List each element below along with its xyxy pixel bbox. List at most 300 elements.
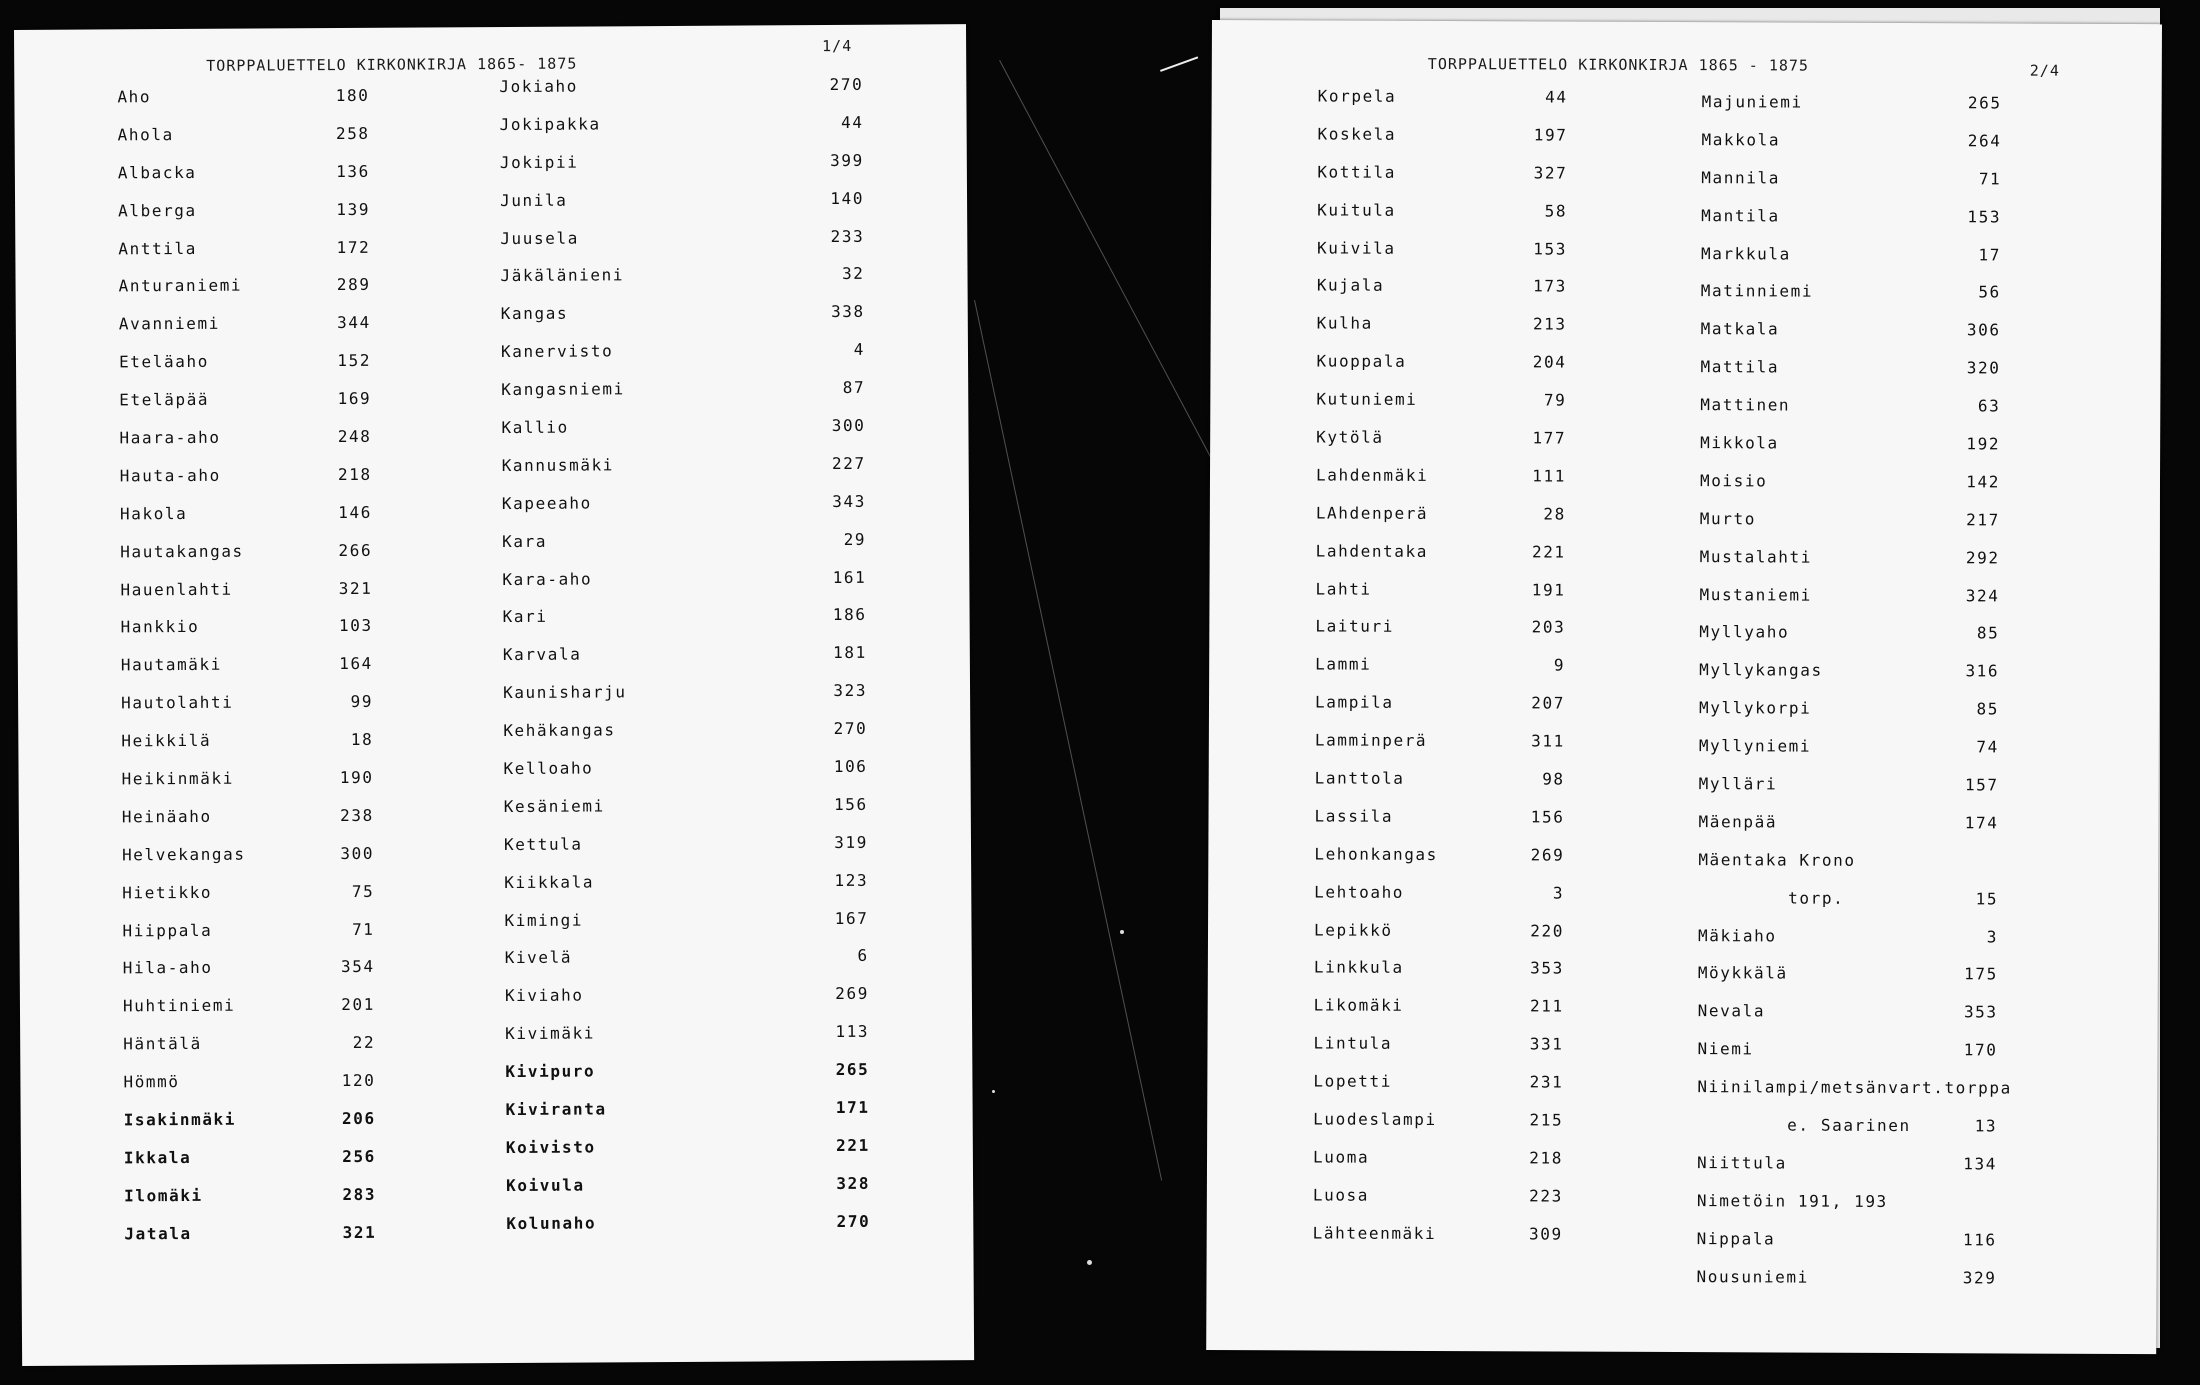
entry-number: 323 — [833, 681, 868, 701]
entry-number: 136 — [336, 161, 370, 181]
entry-name: Myllyniemi — [1698, 736, 1812, 756]
list-item — [500, 113, 870, 153]
entry-name: Kutuniemi — [1316, 389, 1418, 410]
entry-name: Makkola — [1701, 130, 1781, 150]
list-item — [1318, 86, 1578, 125]
entry-number: 300 — [831, 415, 866, 436]
entry-number: 269 — [1530, 845, 1565, 865]
entry-name: Niittula — [1696, 1153, 1787, 1173]
entry-number: 58 — [1544, 201, 1568, 221]
list-item — [504, 833, 874, 873]
list-item — [120, 540, 380, 579]
entry-number: 300 — [340, 843, 375, 863]
entry-name: Ilomäki — [124, 1185, 203, 1206]
entry-name: Lampila — [1314, 692, 1394, 713]
entry-number: 9 — [1553, 655, 1566, 675]
entry-name: Heinäaho — [121, 806, 212, 827]
entry-number: 18 — [350, 729, 374, 750]
entry-name: Kanervisto — [500, 341, 614, 362]
entry-number: 213 — [1532, 314, 1567, 334]
entry-number: 146 — [338, 502, 373, 522]
entry-name: Myllykangas — [1699, 660, 1823, 681]
list-item — [1700, 395, 2120, 435]
list-item — [1317, 314, 1577, 353]
list-item — [1316, 352, 1576, 391]
entry-name: Kiviranta — [505, 1099, 607, 1120]
film-speck — [992, 1090, 995, 1093]
entry-name: Anttila — [118, 238, 198, 258]
entry-name: Helvekangas — [121, 844, 246, 865]
list-item — [506, 1211, 876, 1251]
entry-number: 71 — [1978, 169, 2002, 189]
list-item — [503, 757, 873, 797]
entry-name: Anturaniemi — [118, 276, 243, 296]
entry-name: Matinniemi — [1700, 281, 1814, 302]
entry-number: 161 — [832, 567, 867, 587]
entry-number: 28 — [1543, 504, 1566, 524]
entry-name: Nousuniemi — [1696, 1266, 1809, 1287]
list-item — [1702, 92, 2122, 132]
list-item — [1700, 547, 2120, 587]
entry-number: 174 — [1964, 813, 1999, 833]
entry-number: 319 — [834, 832, 869, 852]
list-item — [120, 578, 380, 617]
entry-number: 157 — [1964, 775, 1999, 795]
entry-number: 204 — [1532, 352, 1567, 372]
entry-number: 218 — [337, 464, 372, 484]
entry-number: 99 — [350, 692, 374, 712]
entry-name: Kiviaho — [504, 985, 584, 1006]
list-item — [502, 529, 872, 569]
entry-number: 321 — [342, 1222, 377, 1242]
entry-number: 203 — [1531, 617, 1566, 638]
entry-number: 227 — [831, 453, 866, 473]
list-item — [1698, 1002, 2118, 1042]
entry-name: Mäentaka Krono — [1698, 849, 1856, 870]
entry-name: Lammi — [1315, 654, 1372, 675]
list-item — [124, 1147, 384, 1186]
entry-number: 344 — [337, 313, 371, 333]
page-header: TORPPALUETTELO KIRKONKIRJA 1865 - 1875 — [1427, 54, 1810, 75]
list-item — [503, 719, 873, 759]
list-item — [1313, 1223, 1573, 1262]
entry-name: Jatala — [124, 1223, 192, 1244]
entry-number: 329 — [1962, 1267, 1997, 1288]
list-item — [122, 768, 382, 807]
entry-number: 207 — [1531, 693, 1566, 713]
list-item — [1698, 812, 2118, 852]
entry-number: 220 — [1530, 920, 1565, 941]
list-item — [1313, 1185, 1573, 1224]
page-number: 2/4 — [2029, 61, 2060, 80]
entry-name: Lahti — [1315, 579, 1372, 599]
list-item — [499, 75, 869, 115]
list-item — [1315, 731, 1575, 770]
list-item — [500, 151, 870, 191]
entry-name: e. Saarinen — [1787, 1115, 1911, 1136]
entry-name: Eteläaho — [118, 352, 209, 372]
entry-name: Junila — [499, 190, 568, 210]
entry-number: 32 — [841, 264, 865, 284]
entry-number: 156 — [833, 794, 868, 814]
list-item — [1701, 244, 2121, 284]
list-item — [502, 454, 872, 494]
entry-name: Jokiaho — [499, 76, 579, 97]
entry-number: 22 — [352, 1033, 376, 1053]
entry-name: Nippala — [1696, 1228, 1776, 1249]
list-item — [1315, 579, 1575, 618]
entry-name: Alberga — [118, 200, 197, 221]
list-item — [121, 616, 381, 655]
list-item — [505, 1060, 875, 1100]
list-item — [1314, 844, 1574, 883]
list-item — [1314, 996, 1574, 1035]
entry-name: Kivelä — [504, 948, 573, 968]
entry-name: Nimetöin 191, 193 — [1696, 1190, 1888, 1211]
list-item — [121, 654, 381, 693]
list-item — [1315, 655, 1575, 694]
entry-number: 142 — [1966, 472, 2001, 492]
list-item — [500, 226, 870, 266]
list-item — [1701, 130, 2121, 170]
entry-number: 44 — [1545, 87, 1568, 107]
entry-number: 180 — [335, 85, 370, 106]
list-item — [1699, 698, 2119, 738]
entry-number: 223 — [1529, 1186, 1563, 1206]
list-item — [1316, 465, 1576, 504]
entry-number: 139 — [336, 199, 371, 219]
entry-name: Hautolahti — [121, 692, 234, 713]
list-item — [1314, 920, 1574, 959]
entry-number: 190 — [339, 767, 374, 788]
entry-name: Mäkiaho — [1697, 925, 1777, 946]
entry-number: 283 — [342, 1184, 377, 1204]
entry-name: Markkula — [1700, 243, 1791, 264]
list-item — [119, 427, 379, 466]
list-item — [506, 1136, 876, 1176]
entry-number: 316 — [1965, 661, 2000, 681]
list-item — [1313, 1034, 1573, 1073]
entry-name: Laituri — [1315, 616, 1395, 637]
list-item — [122, 844, 382, 883]
entry-name: Hankkio — [120, 617, 200, 637]
entry-number: 353 — [1963, 1002, 1998, 1022]
entry-number: 192 — [1966, 434, 2001, 454]
list-item — [501, 378, 871, 418]
entry-number: 320 — [1966, 358, 2001, 378]
entry-number: 15 — [1975, 889, 1999, 909]
entry-name: Kiikkala — [504, 872, 595, 892]
entry-name: Heikkilä — [121, 730, 212, 751]
entry-name: Luoma — [1312, 1147, 1370, 1167]
entry-name: Lopetti — [1313, 1071, 1393, 1091]
entry-name: Kolunaho — [506, 1213, 597, 1233]
entry-name: Albacka — [117, 162, 197, 183]
entry-number: 153 — [1533, 238, 1568, 259]
list-item — [1315, 617, 1575, 656]
entry-number: 98 — [1542, 769, 1565, 789]
entry-name: Kuoppala — [1316, 351, 1407, 372]
entry-name: Mattinen — [1700, 395, 1791, 415]
entry-name: Myllykorpi — [1698, 698, 1812, 718]
list-item — [1315, 768, 1575, 807]
list-item — [500, 188, 870, 228]
entry-number: 289 — [336, 275, 371, 295]
entry-name: Kannusmäki — [501, 455, 615, 475]
entry-name: Hömmö — [123, 1072, 180, 1092]
entry-name: Kesäniemi — [503, 796, 605, 816]
page-number: 1/4 — [822, 36, 853, 56]
entry-name: Kulha — [1316, 313, 1373, 334]
entry-name: Lähteenmäki — [1312, 1223, 1437, 1243]
entry-number: 231 — [1529, 1072, 1564, 1092]
list-item — [1314, 806, 1574, 845]
list-item — [502, 567, 872, 607]
list-item — [1699, 774, 2119, 814]
list-item — [1316, 427, 1576, 466]
entry-name: Mäenpää — [1698, 812, 1778, 832]
list-item — [1701, 282, 2121, 322]
entry-name: LAhdenperä — [1315, 503, 1429, 523]
entry-number: 106 — [833, 756, 868, 777]
entry-number: 170 — [1963, 1040, 1998, 1060]
entry-number: 311 — [1531, 731, 1565, 751]
list-item — [124, 1109, 384, 1148]
list-item — [1317, 200, 1577, 239]
entry-number: 181 — [833, 643, 867, 663]
entry-name: Hiippala — [122, 920, 213, 940]
entry-number: 3 — [1986, 926, 1999, 947]
document-page-2 — [1206, 20, 2162, 1354]
list-item — [1697, 1077, 2117, 1117]
entry-name: Luodeslampi — [1313, 1109, 1437, 1130]
entry-name: Kallio — [501, 417, 569, 438]
entry-number: 3 — [1552, 883, 1565, 903]
entry-number: 186 — [832, 605, 867, 625]
entry-column-1 — [1313, 86, 1578, 1262]
entry-number: 134 — [1963, 1154, 1998, 1174]
entry-name: Mustaniemi — [1699, 584, 1812, 605]
document-page-1 — [14, 24, 974, 1366]
entry-name: Häntälä — [123, 1034, 202, 1054]
list-item — [1698, 964, 2118, 1004]
entry-name: Korpela — [1317, 86, 1397, 106]
list-item — [1700, 509, 2120, 549]
entry-number: 177 — [1532, 428, 1567, 448]
entry-number: 353 — [1530, 958, 1564, 979]
list-item — [1313, 1109, 1573, 1148]
entry-name: Hauenlahti — [120, 579, 233, 599]
entry-name: Heikinmäki — [121, 768, 234, 789]
list-item — [504, 795, 874, 835]
list-item — [1697, 1039, 2117, 1079]
entry-name: Majuniemi — [1701, 92, 1803, 112]
entry-number: 191 — [1531, 579, 1566, 600]
entry-name: Kuitula — [1317, 200, 1396, 220]
entry-number: 343 — [832, 491, 866, 511]
entry-name: Nevala — [1697, 1001, 1766, 1021]
entry-name: Hautamäki — [120, 655, 223, 675]
entry-number: 75 — [351, 881, 375, 901]
list-item — [1316, 541, 1576, 580]
entry-name: Hakola — [119, 503, 188, 524]
entry-name: Mantila — [1701, 205, 1780, 226]
film-scratch — [1160, 56, 1198, 72]
entry-name: Hietikko — [122, 882, 213, 903]
list-item — [1314, 882, 1574, 921]
entry-name: Mannila — [1701, 167, 1780, 188]
entry-number: 217 — [1966, 510, 2000, 530]
entry-name: Lanttola — [1314, 768, 1405, 788]
list-item — [502, 492, 872, 532]
entry-name: Matkala — [1700, 319, 1780, 339]
list-item — [119, 275, 379, 314]
list-item — [1317, 276, 1577, 315]
entry-name: Aho — [117, 87, 152, 107]
entry-number: 85 — [1976, 623, 2000, 643]
list-item — [1699, 623, 2119, 663]
entry-number: 270 — [836, 1211, 871, 1231]
entry-number: 171 — [835, 1097, 870, 1118]
entry-name: Kujala — [1316, 275, 1385, 296]
entry-name: Kettula — [503, 834, 583, 854]
list-item — [1315, 693, 1575, 732]
entry-number: 63 — [1977, 396, 2001, 416]
entry-name: Mustalahti — [1699, 546, 1813, 567]
entry-name: Likomäki — [1313, 995, 1404, 1016]
entry-number: 29 — [843, 529, 867, 549]
entry-name: Lehonkangas — [1314, 844, 1438, 864]
entry-name: Mattila — [1700, 357, 1780, 377]
entry-name: Juusela — [500, 228, 579, 248]
entry-number: 74 — [1976, 737, 1999, 757]
list-item — [123, 995, 383, 1034]
entry-number: 331 — [1529, 1034, 1564, 1054]
list-item — [501, 340, 871, 380]
list-item — [1697, 1153, 2117, 1193]
entry-number: 321 — [338, 578, 373, 598]
list-item — [1699, 660, 2119, 700]
entry-number: 116 — [1962, 1230, 1997, 1250]
entry-name: Hauta-aho — [119, 465, 221, 486]
list-item — [122, 806, 382, 845]
entry-number: 292 — [1965, 547, 2000, 568]
entry-name: Lahdentaka — [1315, 541, 1429, 561]
list-item — [503, 643, 873, 683]
list-item — [1701, 319, 2121, 359]
list-item — [1701, 168, 2121, 208]
entry-name: Kapeeaho — [501, 493, 592, 513]
entry-number: 56 — [1978, 282, 2001, 302]
entry-name: Kaunisharju — [502, 682, 627, 703]
entry-name: Kara-aho — [502, 569, 593, 589]
entry-number: 324 — [1965, 585, 2000, 606]
entry-number: 201 — [341, 995, 376, 1015]
list-item — [1697, 1191, 2117, 1231]
list-item — [501, 416, 871, 456]
list-item — [123, 957, 383, 996]
entry-number: 103 — [338, 616, 373, 636]
list-item — [506, 1098, 876, 1138]
list-item — [503, 681, 873, 721]
entry-name: Mikkola — [1700, 433, 1779, 453]
entry-number: 173 — [1533, 276, 1567, 297]
entry-name: Avanniemi — [118, 314, 220, 334]
entry-number: 71 — [351, 919, 375, 939]
entry-name: Jokipakka — [499, 114, 601, 134]
entry-name: Moisio — [1699, 471, 1768, 491]
entry-number: 206 — [341, 1108, 376, 1129]
film-scratch — [974, 300, 1162, 1181]
entry-name: Mylläri — [1698, 774, 1778, 794]
entry-name: Lassila — [1314, 806, 1394, 826]
film-speck — [1087, 1260, 1092, 1265]
entry-number: 197 — [1533, 125, 1568, 145]
entry-name: Hila-aho — [122, 958, 213, 978]
list-item — [124, 1222, 384, 1261]
entry-name: Kytölä — [1316, 427, 1384, 447]
entry-number: 265 — [1967, 93, 2002, 113]
entry-number: 354 — [340, 957, 375, 977]
entry-name: Kottila — [1317, 162, 1397, 182]
entry-name: Huhtiniemi — [122, 996, 236, 1016]
entry-name: Niinilampi/metsänvart.torppa — [1697, 1077, 2012, 1098]
entry-name: Kehäkangas — [503, 720, 616, 741]
entry-number: 256 — [342, 1146, 376, 1166]
entry-number: 265 — [835, 1059, 870, 1080]
entry-number: 152 — [337, 351, 372, 371]
entry-number: 338 — [830, 302, 865, 322]
entry-name: Koivisto — [505, 1137, 596, 1157]
list-item — [1700, 471, 2120, 511]
entry-number: 175 — [1964, 964, 1998, 984]
list-item — [124, 1185, 384, 1224]
entry-number: 399 — [830, 150, 864, 170]
list-item — [503, 605, 873, 645]
entry-number: 4 — [853, 340, 866, 360]
entry-name: Kangasniemi — [501, 379, 625, 400]
entry-name: Isakinmäki — [123, 1109, 237, 1130]
entry-name: Jäkälänieni — [500, 265, 625, 286]
list-item — [1316, 503, 1576, 542]
list-item — [504, 870, 874, 910]
entry-name: Niemi — [1697, 1039, 1754, 1059]
entry-number: 238 — [340, 805, 374, 825]
list-item — [122, 881, 382, 920]
list-item — [1316, 390, 1576, 429]
list-item — [506, 1174, 876, 1214]
entry-name: Kara — [502, 531, 548, 551]
entry-name: Lintula — [1313, 1033, 1393, 1054]
list-item — [1698, 850, 2118, 890]
list-item — [500, 264, 870, 304]
list-item — [119, 351, 379, 390]
list-item — [1700, 433, 2120, 473]
list-item — [1697, 1229, 2117, 1269]
entry-number: 79 — [1543, 390, 1567, 410]
entry-number: 327 — [1533, 163, 1568, 183]
entry-name: Lahdenmäki — [1315, 465, 1429, 485]
list-item — [120, 503, 380, 542]
entry-number: 264 — [1967, 131, 2002, 151]
entry-number: 270 — [829, 74, 864, 95]
entry-number: 87 — [842, 377, 866, 398]
entry-name: torp. — [1788, 888, 1845, 908]
list-item — [119, 313, 379, 352]
list-item — [1696, 1267, 2116, 1307]
list-item — [1313, 1072, 1573, 1111]
entry-name: Karvala — [502, 644, 582, 665]
